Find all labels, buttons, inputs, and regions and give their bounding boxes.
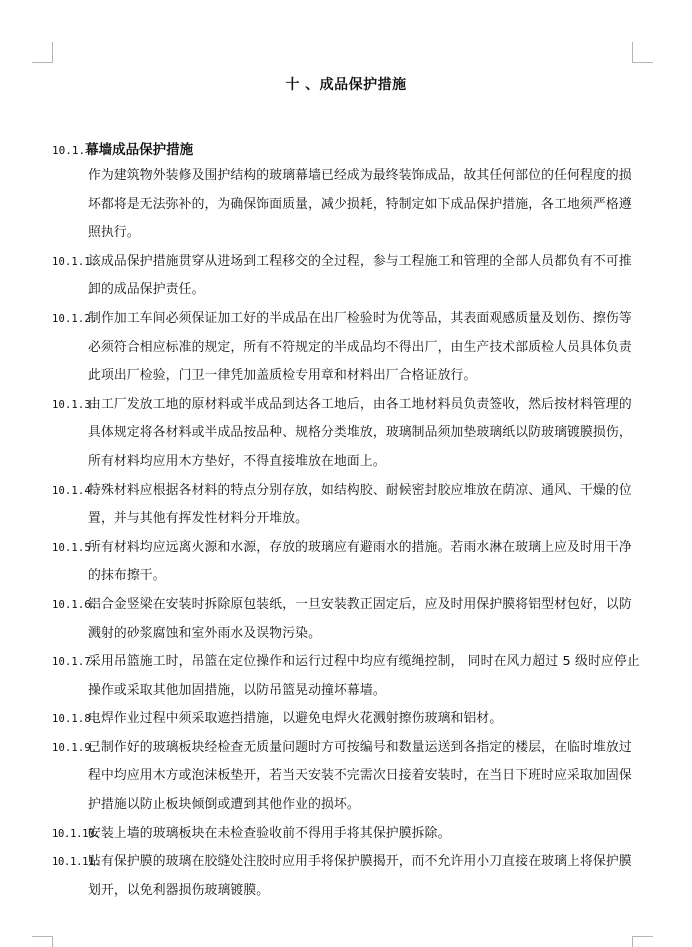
item-text: 制作加工车间必须保证加工好的半成品在出厂检验时为优等品，其表面观感质量及划伤、擦伤等必须符合相应标准的规定，所有不符规定的半成品均不得出厂，由生产技术部质检人员具体负责此项出厂检验，门卫一律凭加盖质检专用章和材料出厂合格证放行。 (88, 310, 632, 384)
item-number: 10.1.8. (52, 713, 98, 726)
item-number: 10.1.2. (52, 312, 98, 325)
list-item (52, 648, 642, 705)
list-item (52, 848, 642, 905)
section-title: 幕墙成品保护措施 (85, 142, 194, 158)
item-text: 安装上墙的玻璃板块在未检查验收前不得用手将其保护膜拆除。 (88, 825, 451, 841)
crop-mark-bottom-left (32, 936, 53, 947)
list-item (52, 534, 642, 591)
item-number: 10.1.4. (52, 484, 98, 497)
list-item (52, 248, 642, 305)
item-number: 10.1.5. (52, 541, 98, 554)
item-text: 采用吊篮施工时，吊篮在定位操作和运行过程中均应有缆绳控制， 同时在风力超过 5 级时应停止操作或采取其他加固措施，以防吊篮晃动撞坏幕墙。 (88, 654, 640, 698)
section-number: 10.1. (52, 144, 86, 157)
item-text: 贴有保护膜的玻璃在胶缝处注胶时应用手将保护膜揭开，而不允许用小刀直接在玻璃上将保护膜划开，以免利器损伤玻璃镀膜。 (88, 854, 632, 898)
item-text: 特殊材料应根据各材料的特点分别存放，如结构胶、耐候密封胶应堆放在荫凉、通风、干燥的位置，并与其他有挥发性材料分开堆放。 (88, 482, 632, 527)
crop-mark-top-left (32, 42, 53, 63)
section-heading (52, 138, 642, 162)
list-item (52, 734, 642, 820)
list-item (52, 477, 642, 534)
item-text: 已制作好的玻璃板块经检查无质量问题时方可按编号和数量运送到各指定的楼层，在临时堆放过程中均应用木方或泡沫板垫开，若当天安装不完需次日接着安装时，在当日下班时应采取加固保护措施以防止板块倾倒或遭到其他作业的损坏。 (88, 739, 632, 813)
item-number: 10.1.7. (52, 656, 98, 669)
item-text: 该成品保护措施贯穿从进场到工程移交的全过程，参与工程施工和管理的全部人员都负有不可推卸的成品保护责任。 (88, 253, 632, 298)
item-number: 10.1.1. (52, 255, 98, 268)
item-number: 10.1.9. (52, 741, 98, 754)
list-item (52, 591, 642, 648)
crop-mark-top-right (632, 42, 653, 63)
item-number: 10.1.3. (52, 398, 98, 411)
item-text: 所有材料均应远离火源和水源，存放的玻璃应有避雨水的措施。若雨水淋在玻璃上应及时用干净的抹布擦干。 (88, 539, 632, 584)
list-item (52, 305, 642, 391)
crop-mark-bottom-right (632, 936, 653, 947)
list-item (52, 391, 642, 477)
item-number: 10.1.11. (52, 856, 101, 869)
item-text: 由工厂发放工地的原材料或半成品到达各工地后，由各工地材料员负责签收，然后按材料管理的具体规定将各材料或半成品按品种、规格分类堆放，玻璃制品须加垫玻璃纸以防玻璃镀膜损伤，所有材料均应用木方垫好，不得直接堆放在地面上。 (88, 396, 632, 469)
document-body (52, 138, 642, 905)
list-item (52, 705, 642, 734)
page-title: 十 、成品保护措施 (285, 77, 407, 93)
item-number: 10.1.6. (52, 598, 98, 611)
item-number: 10.1.10. (52, 827, 101, 840)
item-text: 铝合金竖梁在安装时拆除原包装纸，一旦安装教正固定后，应及时用保护膜将铝型材包好，以防溅射的砂浆腐蚀和室外雨水及误物污染。 (88, 596, 632, 641)
list-item (52, 820, 642, 849)
section-intro: 作为建筑物外装修及围护结构的玻璃幕墙已经成为最终装饰成品，故其任何部位的任何程度的损坏都将是无法弥补的，为确保饰面质量，减少损耗，特制定如下成品保护措施，各工地须严格遵照执行。 (88, 168, 632, 241)
item-text: 电焊作业过程中须采取遮挡措施，以避免电焊火花溅射擦伤玻璃和铝材。 (88, 711, 503, 727)
